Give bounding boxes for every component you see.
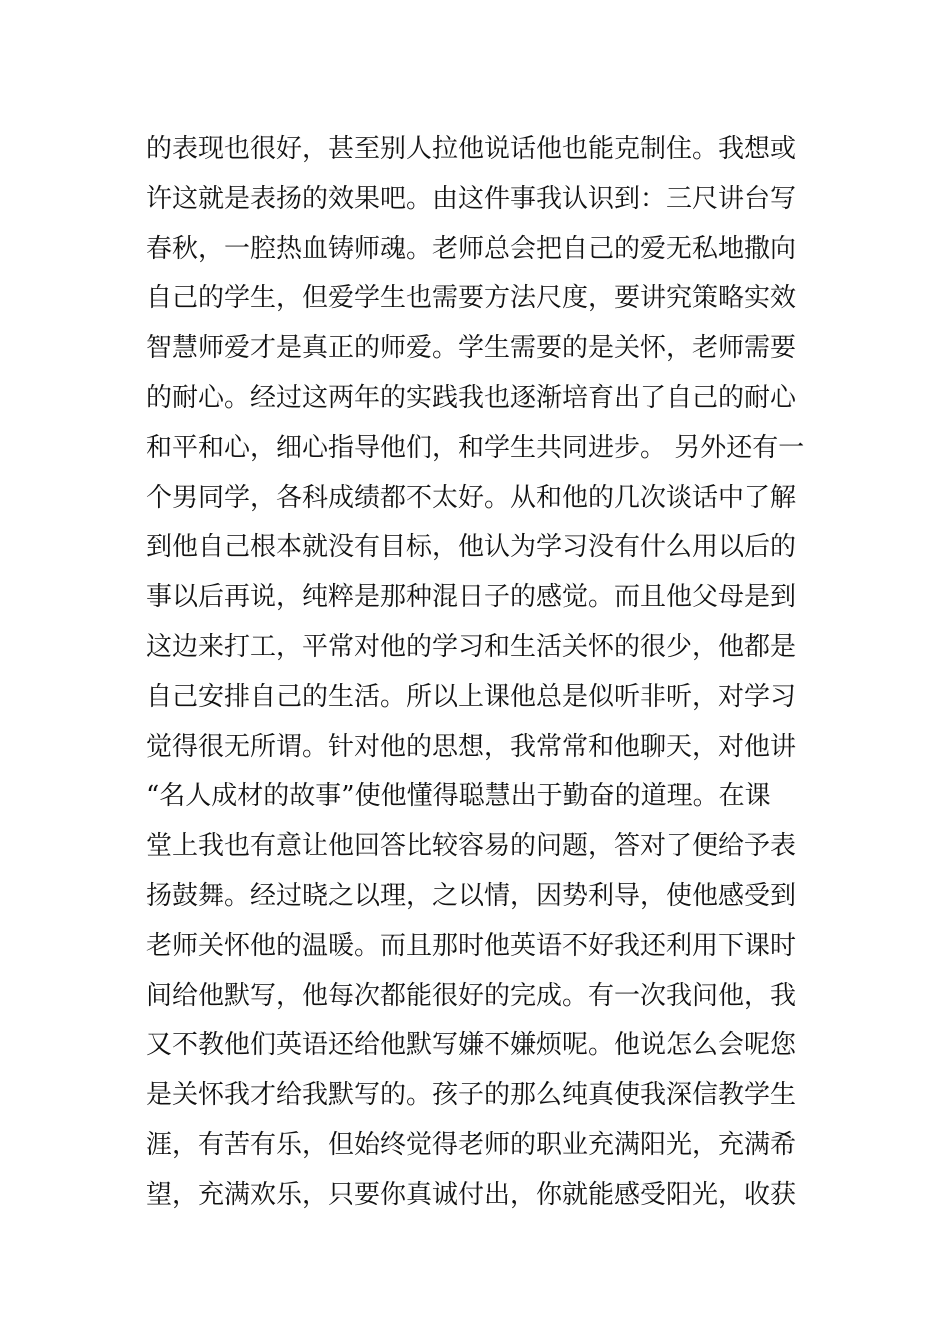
- text-line-10: 事以后再说，纯粹是那种混日子的感觉。而且他父母是到: [146, 582, 797, 613]
- text-line-14: “名人成材的故事”使他懂得聪慧出于勤奋的道理。在课: [146, 781, 771, 812]
- text-line-2: 许这就是表扬的效果吧。由这件事我认识到：三尺讲台写: [146, 183, 797, 214]
- body-text: [146, 125, 816, 1221]
- text-line-13: 觉得很无所谓。针对他的思想，我常常和他聊天，对他讲: [146, 731, 797, 762]
- text-line-18: 间给他默写，他每次都能很好的完成。有一次我问他，我: [146, 980, 797, 1011]
- text-line-21: 涯，有苦有乐，但始终觉得老师的职业充满阳光，充满希: [146, 1129, 797, 1160]
- text-line-4: 自己的学生，但爱学生也需要方法尺度，要讲究策略实效: [146, 283, 797, 314]
- text-line-15: 堂上我也有意让他回答比较容易的问题，答对了便给予表: [146, 831, 797, 862]
- text-line-5: 智慧师爱才是真正的师爱。学生需要的是关怀，老师需要: [146, 333, 797, 364]
- text-line-11: 这边来打工，平常对他的学习和生活关怀的很少，他都是: [146, 631, 797, 662]
- text-line-12: 自己安排自己的生活。所以上课他总是似听非听，对学习: [146, 681, 797, 712]
- text-line-17: 老师关怀他的温暖。而且那时他英语不好我还利用下课时: [146, 930, 797, 961]
- text-line-20: 是关怀我才给我默写的。孩子的那么纯真使我深信教学生: [146, 1080, 797, 1111]
- text-line-7: 和平和心，细心指导他们，和学生共同进步。 另外还有一: [146, 432, 805, 463]
- text-line-9: 到他自己根本就没有目标，他认为学习没有什么用以后的: [146, 532, 797, 563]
- text-line-8: 个男同学，各科成绩都不太好。从和他的几次谈话中了解: [146, 482, 797, 513]
- text-line-16: 扬鼓舞。经过晓之以理，之以情，因势利导，使他感受到: [146, 880, 797, 911]
- text-line-22: 望，充满欢乐，只要你真诚付出，你就能感受阳光，收获: [146, 1179, 797, 1210]
- text-line-1: 的表现也很好，甚至别人拉他说话他也能克制住。我想或: [146, 134, 797, 164]
- text-line-6: 的耐心。经过这两年的实践我也逐渐培育出了自己的耐心: [146, 382, 797, 413]
- text-line-3: 春秋，一腔热血铸师魂。老师总会把自己的爱无私地撒向: [146, 233, 797, 264]
- text-line-19: 又不教他们英语还给他默写嫌不嫌烦呢。他说怎么会呢您: [146, 1030, 797, 1061]
